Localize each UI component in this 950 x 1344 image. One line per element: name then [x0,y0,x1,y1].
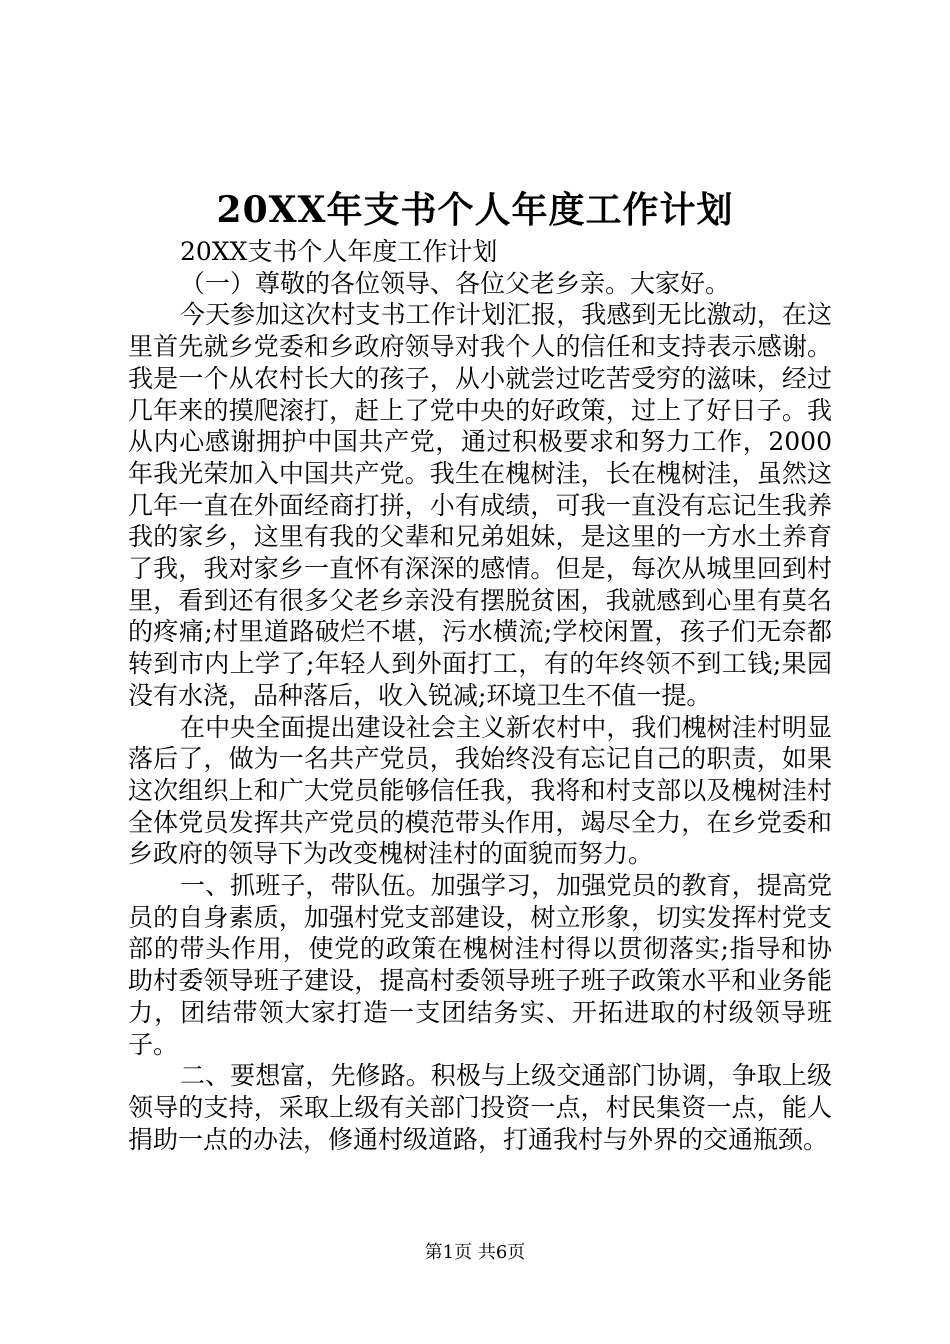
commitment-paragraph: 在中央全面提出建设社会主义新农村中，我们槐树洼村明显落后了，做为一名共产党员，我始终没有忘记自己的职责，如果这次组织上和广大党员能够信任我，我将和村支部以及槐树洼村全体党员发挥共产党员的模范带头作用，竭尽全力，在乡党委和乡政府的领导下为改变槐树洼村的面貌而努力。 [128,712,832,869]
plan-item-1-paragraph: 一、抓班子，带队伍。加强学习，加强党员的教育，提高党员的自身素质，加强村党支部建设，树立形象，切实发挥村党支部的带头作用，使党的政策在槐树洼村得以贯彻落实;指导和协助村委领导班子建设，提高村委领导班子班子政策水平和业务能力，团结带领大家打造一支团结务实、开拓进取的村级领导班子。 [128,871,832,1059]
intro-paragraph: 今天参加这次村支书工作计划汇报，我感到无比激动，在这里首先就乡党委和乡政府领导对我个人的信任和支持表示感谢。我是一个从农村长大的孩子，从小就尝过吃苦受穷的滋味，经过几年来的摸爬滚打，赶上了党中央的好政策，过上了好日子。我从内心感谢拥护中国共产党，通过积极要求和努力工作，2000年我光荣加入中国共产党。我生在槐树洼，长在槐树洼，虽然这几年一直在外面经商打拼，小有成绩，可我一直没有忘记生我养我的家乡，这里有我的父辈和兄弟姐妹，是这里的一方水土养育了我，我对家乡一直怀有深深的感情。但是，每次从城里回到村里，看到还有很多父老乡亲没有摆脱贫困，我就感到心里有莫名的疼痛;村里道路破烂不堪，污水横流;学校闲置，孩子们无奈都转到市内上学了;年轻人到外面打工，有的年终领不到工钱;果园没有水浇，品种落后，收入锐减;环境卫生不值一提。 [128,300,832,710]
document-body [128,236,832,1155]
document-title: 20XX年支书个人年度工作计划 [216,189,734,231]
plan-item-2-paragraph: 二、要想富，先修路。积极与上级交通部门协调，争取上级领导的支持，采取上级有关部门投资一点，村民集资一点，能人捐助一点的办法，修通村级道路，打通我村与外界的交通瓶颈。 [128,1061,832,1154]
page-footer: 第1页 共6页 [424,1242,526,1263]
greeting-paragraph: （一）尊敬的各位领导、各位父老乡亲。大家好。 [180,268,731,298]
subtitle-paragraph: 20XX支书个人年度工作计划 [180,237,498,266]
